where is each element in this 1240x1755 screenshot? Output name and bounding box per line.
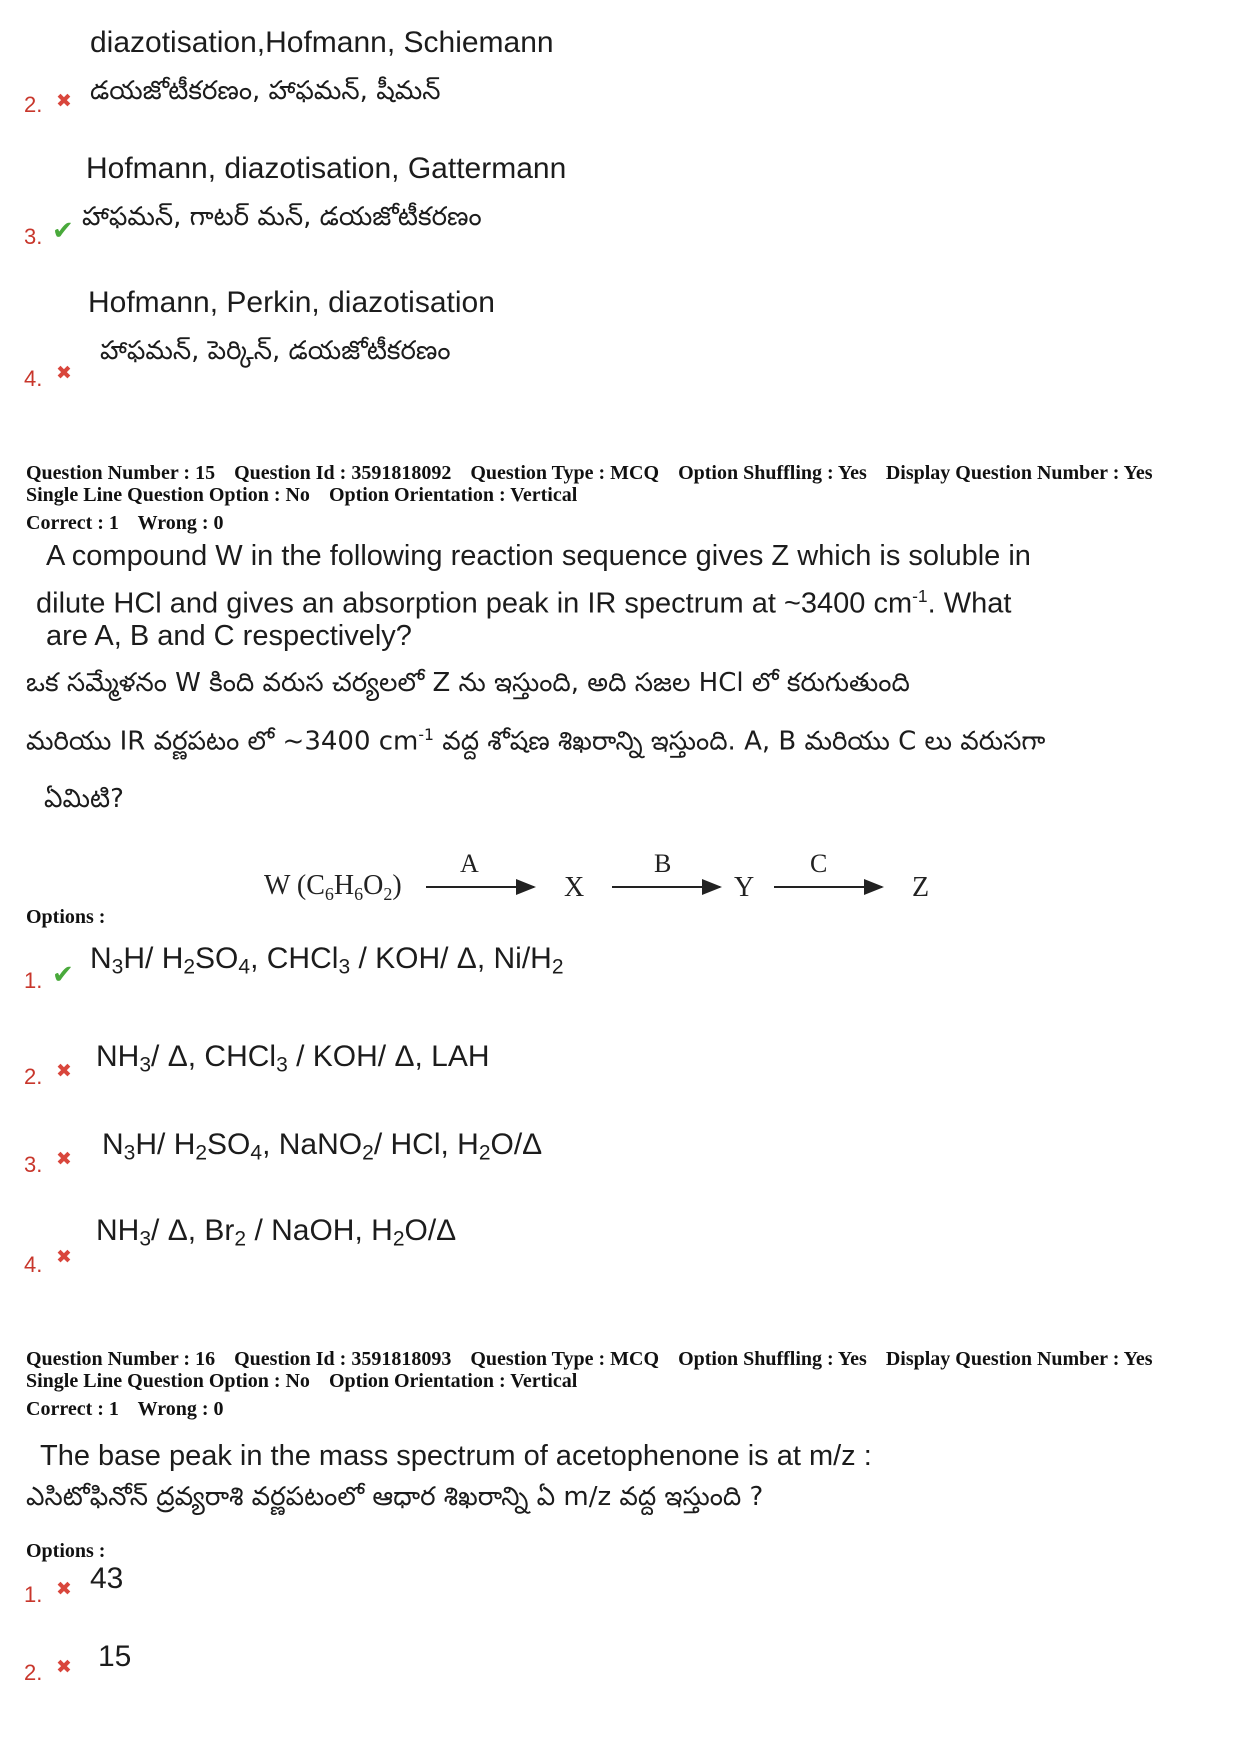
option-number: 1. <box>24 1582 43 1607</box>
option-number: 3. <box>24 1152 43 1177</box>
display-question-number: Display Question Number : Yes <box>885 462 1153 484</box>
question-stem-te-line-2 <box>26 726 1045 762</box>
wrong-marks: Wrong : 0 <box>137 1398 224 1420</box>
option-orientation: Option Orientation : Vertical <box>328 484 578 506</box>
option-number: 2. <box>24 1660 43 1685</box>
question-id: Question Id : 3591818093 <box>234 1348 452 1370</box>
wrong-icon: ✖ <box>56 1656 72 1678</box>
option-number: 2. <box>24 92 43 117</box>
question-stem-en-line-1: A compound W in the following reaction sequence gives Z which is soluble in <box>46 540 1031 572</box>
question-meta-line-1 <box>26 462 1167 485</box>
question-stem-en-line-3: are A, B and C respectively? <box>46 620 412 652</box>
question-stem-en: The base peak in the mass spectrum of acetophenone is at m/z : <box>40 1440 872 1472</box>
superscript: -1 <box>912 586 928 606</box>
stem-text: . What <box>927 587 1012 620</box>
question-number: Question Number : 16 <box>26 1348 216 1370</box>
wrong-icon: ✖ <box>56 1246 72 1268</box>
question-meta-line-2 <box>26 484 591 507</box>
option-number: 4. <box>24 366 43 391</box>
option-text-te: హాఫమన్, పెర్కిన్, డయజోటీకరణం <box>100 336 451 366</box>
wrong-icon: ✖ <box>56 1578 72 1600</box>
option-text: $NH_3/$ Δ, $Br_2$ / NaOH, $H_2O/\Delta$ <box>96 1214 457 1251</box>
question-type: Question Type : MCQ <box>470 1348 660 1370</box>
stem-text: dilute HCl and gives an absorption peak in IR spectrum at ~3400 cm <box>36 587 913 620</box>
compound-z: Z <box>912 872 930 903</box>
single-line-option: Single Line Question Option : No <box>26 1370 310 1392</box>
stem-text: మరియు IR వర్ణపటం లో ~3400 cm <box>26 726 419 757</box>
options-label: Options : <box>26 906 106 928</box>
stem-text: వద్ద శోషణ శిఖరాన్ని ఇస్తుంది. A, B మరియు C లు వరుసగా <box>433 726 1046 757</box>
wrong-icon: ✖ <box>56 1148 72 1170</box>
option-text-te: హాఫమన్, గాటర్ మన్, డయజోటీకరణం <box>82 202 482 232</box>
display-question-number: Display Question Number : Yes <box>885 1348 1153 1370</box>
question-marks <box>26 1398 238 1421</box>
reagent-c-label: C <box>810 849 828 878</box>
option-shuffling: Option Shuffling : Yes <box>678 1348 867 1370</box>
checkmark-icon: ✔ <box>52 216 74 246</box>
question-id: Question Id : 3591818092 <box>234 462 452 484</box>
checkmark-icon: ✔ <box>52 960 74 990</box>
option-number: 1. <box>24 968 43 993</box>
reaction-scheme <box>260 836 960 916</box>
option-orientation: Option Orientation : Vertical <box>328 1370 578 1392</box>
reagent-a-label: A <box>460 849 479 878</box>
question-stem-te-line-1: ఒక సమ్మేళనం W కింది వరుస చర్యలలో Z ను ఇస్తుంది, అది సజల HCl లో కరుగుతుంది <box>26 668 910 698</box>
single-line-option: Single Line Question Option : No <box>26 484 310 506</box>
option-text: $N_3H/$ $H_2SO_4$, CHCl$_3$ / KOH/ Δ, $Ni/H_2$ <box>90 942 564 979</box>
option-number: 3. <box>24 224 43 249</box>
option-shuffling: Option Shuffling : Yes <box>678 462 867 484</box>
compound-y: Y <box>734 872 755 903</box>
option-text: $N_3H/$ $H_2SO_4$, NaNO$_2$/ HCl, $H_2O/\Delta$ <box>102 1128 543 1165</box>
reagent-b-label: B <box>654 849 672 878</box>
option-text: 43 <box>90 1562 124 1595</box>
option-text-te: డయజోటీకరణం, హాఫమన్, షీమన్ <box>90 76 441 106</box>
correct-marks: Correct : 1 <box>26 1398 119 1420</box>
wrong-icon: ✖ <box>56 90 72 112</box>
question-stem-te: ఎసిటోఫినోన్ ద్రవ్యరాశి వర్ణపటంలో ఆధార శిఖరాన్ని ఏ m/z వద్ద ఇస్తుంది ? <box>26 1482 764 1512</box>
compound-w: W $(C_6H_6O_2)$ <box>264 870 402 904</box>
option-text-en: Hofmann, Perkin, diazotisation <box>88 286 495 319</box>
option-number: 4. <box>24 1252 43 1277</box>
option-number: 2. <box>24 1064 43 1089</box>
question-meta-line-1 <box>26 1348 1167 1371</box>
wrong-marks: Wrong : 0 <box>137 512 224 534</box>
question-type: Question Type : MCQ <box>470 462 660 484</box>
question-meta-line-2 <box>26 1370 591 1393</box>
option-text: $NH_3/$ Δ, CHCl$_3$ / KOH/ Δ, LAH <box>96 1040 490 1077</box>
wrong-icon: ✖ <box>56 1060 72 1082</box>
wrong-icon: ✖ <box>56 362 72 384</box>
question-marks <box>26 512 238 535</box>
superscript: -1 <box>418 726 434 744</box>
compound-x: X <box>564 872 585 903</box>
option-text: 15 <box>98 1640 132 1673</box>
option-text-en: diazotisation,Hofmann, Schiemann <box>90 26 554 59</box>
correct-marks: Correct : 1 <box>26 512 119 534</box>
question-stem-te-line-3: ఏమిటి? <box>44 784 124 814</box>
option-text-en: Hofmann, diazotisation, Gattermann <box>86 152 567 185</box>
options-label: Options : <box>26 1540 106 1562</box>
question-number: Question Number : 15 <box>26 462 216 484</box>
